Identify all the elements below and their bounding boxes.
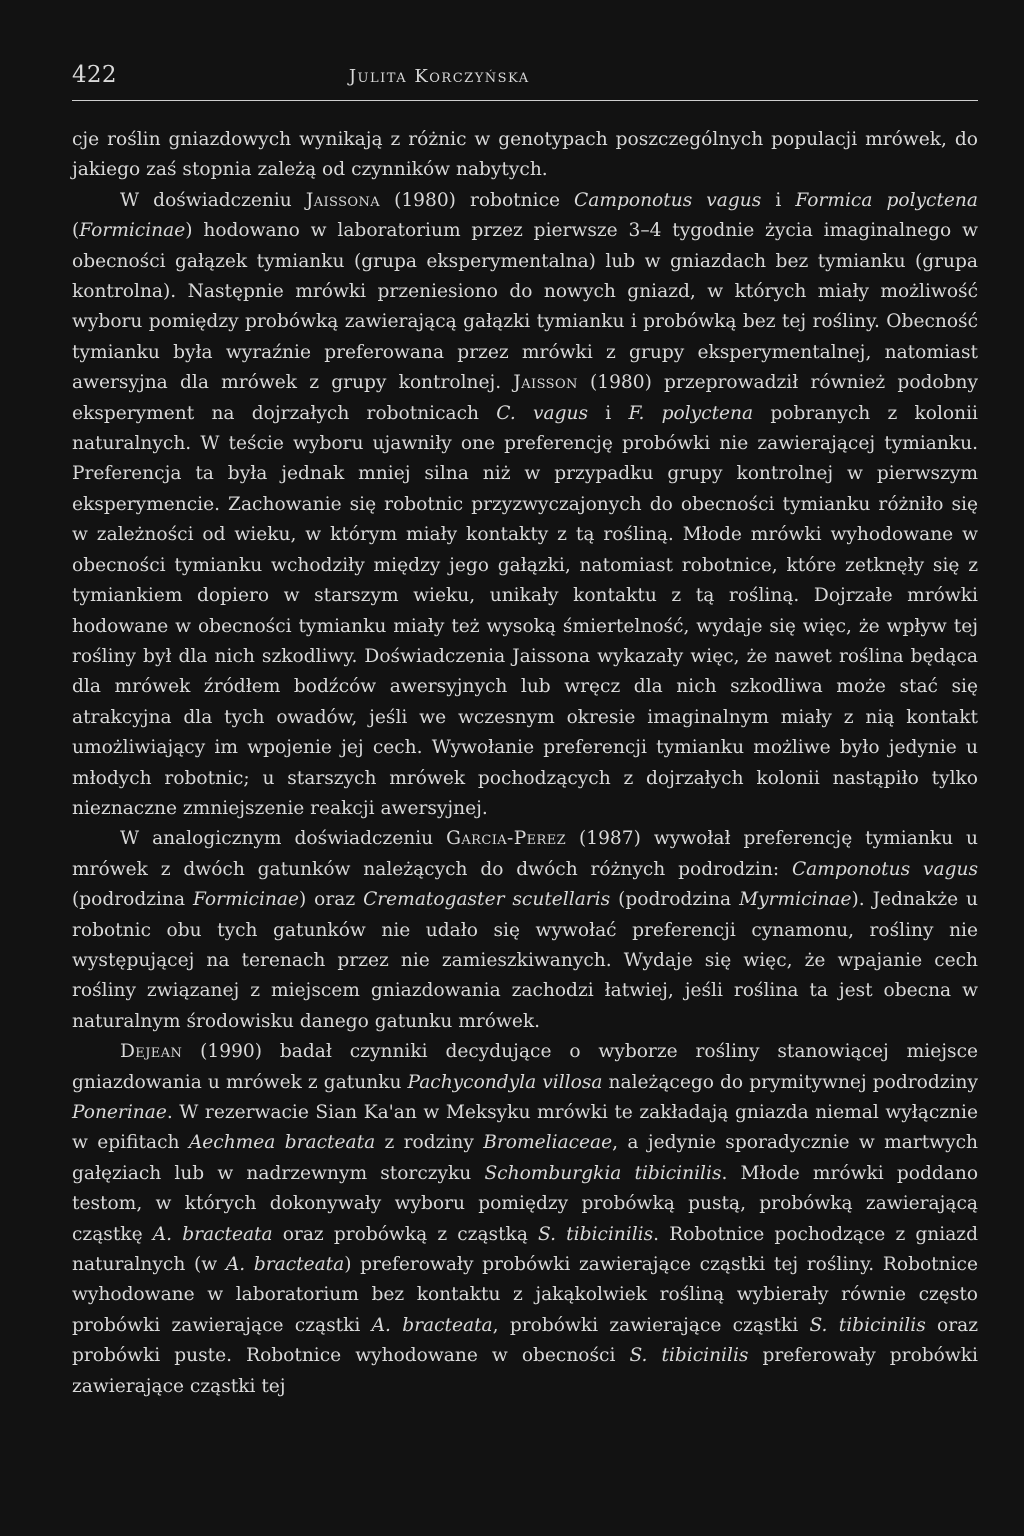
italic-term: Pachycondyla villosa <box>407 1071 603 1093</box>
running-head-author: Julita Korczyńska <box>348 66 530 87</box>
author-citation: Garcia-Perez <box>446 828 567 850</box>
italic-term: Bromeliaceae <box>483 1132 613 1154</box>
page-number: 422 <box>72 62 117 88</box>
italic-term: Formica polyctena <box>795 189 978 211</box>
text-run: W analogicznym doświadczeniu <box>120 828 447 850</box>
running-head <box>72 62 978 98</box>
italic-term: A. bracteata <box>152 1223 273 1245</box>
text-run: preferowały probówki zawierające cząstki tej <box>72 1345 978 1397</box>
text-run: , probówki zawierające cząstki <box>492 1314 810 1336</box>
italic-term: Schomburgkia tibicinilis <box>484 1162 722 1184</box>
text-run: ( <box>72 220 80 242</box>
italic-term: Camponotus vagus <box>574 189 762 211</box>
text-run: należącego do prymitywnej podrodziny <box>602 1071 978 1093</box>
text-run: (1987) wywołał preferencję tymianku u mrówek z dwóch gatunków należących do dwóch różnych podrodzin: <box>72 828 978 880</box>
italic-term: S. tibicinilis <box>809 1314 926 1336</box>
text-run: ). Jednakże u robotnic obu tych gatunków nie udało się wywołać preferencji cynamonu, rośliny nie występującej na terenach przez nie zamieszkiwanych. Wydaje się więc, że wpajanie cech rośliny związanej z miejscem gniazdowania zachodzi łatwiej, jeśli roślina ta jest obecna w naturalnym środowisku danego gatunku mrówek. <box>72 889 978 1032</box>
text-run: ) oraz <box>298 889 364 911</box>
paragraph <box>72 1037 978 1402</box>
author-citation: Jaisson <box>513 372 578 394</box>
text-run: cje roślin gniazdowych wynikają z różnic w genotypach poszczególnych populacji mrówek, do jakiego zaś stopnia zależą od czynników nabytych. <box>72 129 978 181</box>
text-run: oraz probówki puste. Robotnice wyhodowane w obecności <box>72 1314 978 1367</box>
text-run: (podrodzina <box>610 889 740 911</box>
body-text <box>72 125 978 1402</box>
text-run: . Młode mrówki poddano testom, w których dokonywały wyboru pomiędzy probówką pustą, probówką zawierającą cząstkę <box>72 1162 979 1245</box>
paragraph <box>72 186 978 825</box>
header-rule <box>72 100 978 101</box>
text-run: (podrodzina <box>72 889 193 911</box>
italic-term: S. tibicinilis <box>629 1345 749 1367</box>
text-run: ) hodowano w laboratorium przez pierwsze 3–4 tygodnie życia imaginalnego w obecności gałązek tymianku (grupa eksperymentalna) lub w gniazdach bez tymianku (grupa kontrolna). Następnie mrówki przeniesiono do nowych gniazd, w których miały możliwość wyboru pomiędzy probówką zawierającą gałązki tymianku i probówką bez tej rośliny. Obecność tymianku była wyraźnie preferowana przez mrówki z grupy eksperymentalnej, natomiast awersyjna dla mrówek z grupy kontrolnej. <box>72 220 978 394</box>
text-run: . W rezerwacie Sian Ka'an w Meksyku mrówki te zakładają gniazda niemal wyłącznie w epifitach <box>72 1102 978 1154</box>
paragraph <box>72 125 978 186</box>
italic-term: Myrmicinae <box>739 889 852 911</box>
paragraph <box>72 824 978 1037</box>
italic-term: Formicinae <box>79 220 186 242</box>
italic-term: Formicinae <box>192 889 299 911</box>
author-citation: Jaissona <box>305 189 381 211</box>
italic-term: A. bracteata <box>371 1314 493 1336</box>
text-run: pobranych z kolonii naturalnych. W teście wyboru ujawniły one preferencję probówki nie zawierającej tymianku. Preferencja ta była jednak mniej silna niż w przypadku grupy kontrolnej w pierwszym eksperymencie. Zachowanie się robotnic przyzwyczajonych do obecności tymianku różniło się w zależności od wieku, w którym miały kontakty z tą rośliną. Młode mrówki wyhodowane w obecności tymianku wchodziły między jego gałązki, natomiast robotnice, które zetknęły się z tymiankiem dopiero w starszym wieku, unikały kontaktu z tą rośliną. Dojrzałe mrówki hodowane w obecności tymianku miały też wysoką śmiertelność, wydaje się więc, że wpływ tej rośliny był dla nich szkodliwy. Doświadczenia Jaissona wykazały więc, że nawet roślina będąca dla mrówek źródłem bodźców awersyjnych lub wręcz dla nich szkodliwa może stać się atrakcyjna dla tych owadów, jeśli we wczesnym okresie imaginalnym miały z nią kontakt umożliwiający im wpojenie jej cech. Wywołanie preferencji tymianku możliwe było jedynie u młodych robotnic; u starszych mrówek pochodzących z dojrzałych kolonii nastąpiło tylko nieznaczne zmniejszenie reakcji awersyjnej. <box>72 402 978 819</box>
text-run: i <box>588 402 629 424</box>
author-citation: Dejean <box>120 1041 183 1063</box>
text-run: (1990) badał czynniki decydujące o wyborze rośliny stanowiącej miejsce gniazdowania u mrówek z gatunku <box>72 1041 978 1093</box>
text-run: oraz probówką z cząstką <box>272 1223 539 1245</box>
italic-term: Crematogaster scutellaris <box>363 889 611 911</box>
text-run: ) preferowały probówki zawierające cząstki tej rośliny. Robotnice wyhodowane w laboratorium bez kontaktu z jakąkolwiek rośliną wybierały równie często probówki zawierające cząstki <box>72 1254 978 1336</box>
text-run: z rodziny <box>375 1132 484 1154</box>
italic-term: C. vagus <box>496 402 588 424</box>
text-run: (1980) robotnice <box>380 189 575 211</box>
text-run: , a jedynie sporadycznie w martwych gałęziach lub w nadrzewnym storczyku <box>72 1132 978 1184</box>
text-run: . Robotnice pochodzące z gniazd naturalnych (w <box>72 1223 978 1276</box>
text-run: i <box>761 189 796 211</box>
italic-term: F. polyctena <box>628 402 754 424</box>
italic-term: Camponotus vagus <box>791 858 978 880</box>
text-run: (1980) przeprowadził również podobny eksperyment na dojrzałych robotnicach <box>72 372 978 424</box>
italic-term: S. tibicinilis <box>538 1223 654 1245</box>
text-run: W doświadczeniu <box>120 189 306 211</box>
italic-term: A. bracteata <box>225 1254 345 1276</box>
italic-term: Ponerinae <box>72 1102 167 1123</box>
italic-term: Aechmea bracteata <box>188 1132 376 1154</box>
